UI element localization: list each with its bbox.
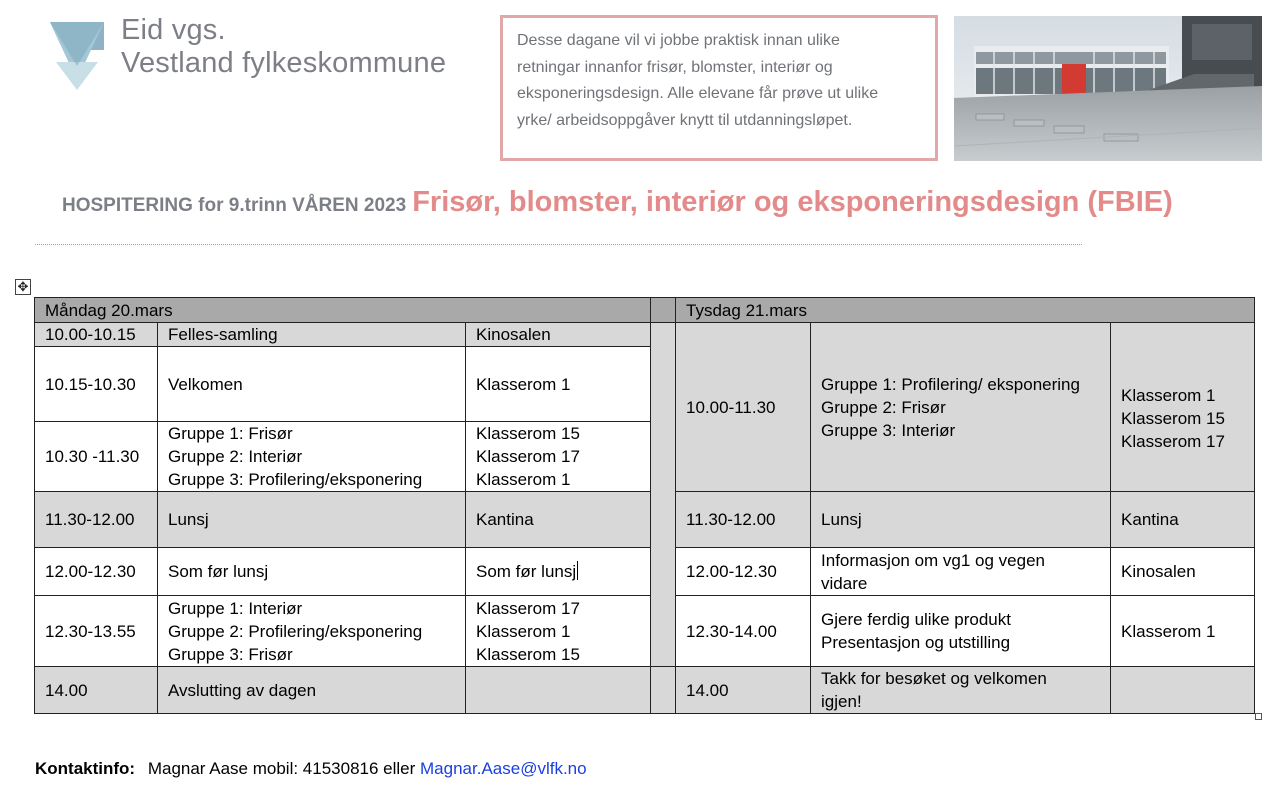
room-cell: Kinosalen (466, 323, 651, 347)
contact-info (35, 759, 587, 779)
table-move-handle-icon[interactable]: ✥ (15, 279, 31, 295)
activity-cell: Gjere ferdig ulike produkt Presentasjon og utstilling (811, 596, 1111, 667)
time-cell: 10.30 -11.30 (35, 422, 158, 492)
day-divider (651, 667, 676, 714)
county-shield-logo (48, 20, 106, 92)
room-cell (466, 667, 651, 714)
room-cell (1111, 667, 1255, 714)
day-divider (651, 298, 676, 323)
program-title: Frisør, blomster, interiør og eksponeringsdesign (FBIE) (412, 186, 1173, 218)
document-title (62, 186, 1173, 219)
room-cell: Klasserom 1 (1111, 596, 1255, 667)
activity-cell: Gruppe 1: Frisør Gruppe 2: Interiør Gruppe 3: Profilering/eksponering (158, 422, 466, 492)
table-row (35, 596, 1255, 667)
activity-cell: Informasjon om vg1 og vegen vidare (811, 548, 1111, 596)
room-cell: Kinosalen (1111, 548, 1255, 596)
activity-cell: Avslutting av dagen (158, 667, 466, 714)
time-cell: 14.00 (35, 667, 158, 714)
time-cell: 11.30-12.00 (676, 492, 811, 548)
editable-text[interactable]: Som før lunsj (476, 562, 577, 581)
day-divider (651, 323, 676, 667)
school-name-line2: Vestland fylkeskommune (121, 47, 447, 79)
table-row (35, 323, 1255, 347)
intro-line: retningar innanfor frisør, blomster, interiør og (517, 58, 833, 76)
activity-cell: Velkomen (158, 347, 466, 422)
room-cell: Kantina (1111, 492, 1255, 548)
activity-cell: Takk for besøket og velkomen igjen! (811, 667, 1111, 714)
contact-text: Magnar Aase mobil: 41530816 eller (147, 759, 416, 778)
room-cell[interactable] (466, 548, 651, 596)
time-cell: 14.00 (676, 667, 811, 714)
intro-line: yrke/ arbeidsoppgåver knytt til utdanningsløpet. (517, 111, 853, 129)
intro-line: eksponeringsdesign. Alle elevane får prøve ut ulike (517, 85, 879, 102)
school-name (121, 14, 446, 80)
time-cell: 12.00-12.30 (676, 548, 811, 596)
activity-cell: Gruppe 1: Interiør Gruppe 2: Profilering/eksponering Gruppe 3: Frisør (158, 596, 466, 667)
contact-label: Kontaktinfo: (35, 759, 136, 778)
activity-cell: Felles-samling (158, 323, 466, 347)
intro-line: Desse dagane vil vi jobbe praktisk innan ulike (517, 32, 840, 49)
intro-text-box (500, 15, 938, 161)
time-cell: 10.15-10.30 (35, 347, 158, 422)
time-cell: 10.00-10.15 (35, 323, 158, 347)
monday-header: Måndag 20.mars (35, 298, 651, 323)
contact-email-link[interactable]: Magnar.Aase@vlfk.no (420, 759, 587, 778)
activity-cell: Lunsj (811, 492, 1111, 548)
activity-cell: Gruppe 1: Profilering/ eksponering Gruppe 2: Frisør Gruppe 3: Interiør (811, 323, 1111, 492)
table-resize-handle-icon[interactable] (1255, 713, 1262, 720)
room-cell: Kantina (466, 492, 651, 548)
schedule-table (34, 297, 1255, 714)
table-row (35, 492, 1255, 548)
time-cell: 11.30-12.00 (35, 492, 158, 548)
table-row (35, 548, 1255, 596)
tuesday-header: Tysdag 21.mars (676, 298, 1255, 323)
separator-rule (35, 244, 1082, 245)
time-cell: 12.00-12.30 (35, 548, 158, 596)
school-name-line1: Eid vgs. (121, 14, 226, 46)
time-cell: 12.30-14.00 (676, 596, 811, 667)
title-prefix: HOSPITERING for 9.trinn VÅREN 2023 (62, 195, 407, 216)
text-cursor (577, 561, 578, 580)
table-row (35, 667, 1255, 714)
room-cell: Klasserom 1 Klasserom 15 Klasserom 17 (1111, 323, 1255, 492)
activity-cell: Som før lunsj (158, 548, 466, 596)
room-cell: Klasserom 1 (466, 347, 651, 422)
time-cell: 10.00-11.30 (676, 323, 811, 492)
time-cell: 12.30-13.55 (35, 596, 158, 667)
room-cell: Klasserom 15 Klasserom 17 Klasserom 1 (466, 422, 651, 492)
room-cell: Klasserom 17 Klasserom 1 Klasserom 15 (466, 596, 651, 667)
school-building-photo (954, 16, 1262, 161)
activity-cell: Lunsj (158, 492, 466, 548)
